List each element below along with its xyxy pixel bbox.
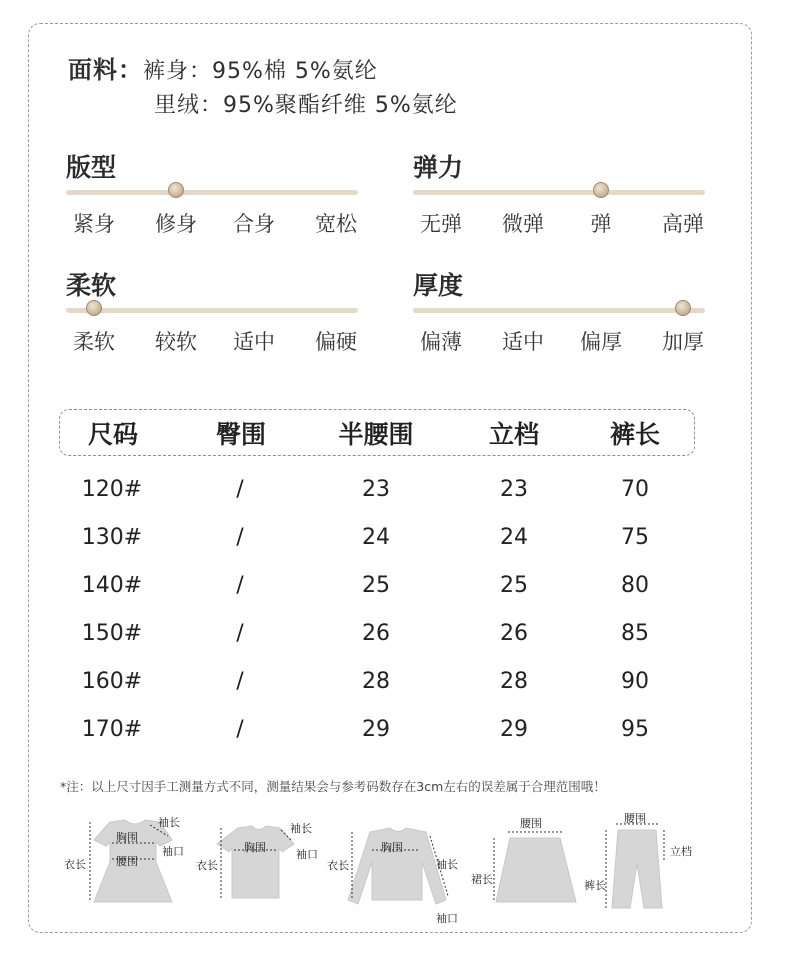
fabric-line-1 <box>68 50 378 85</box>
slider-option: 较软 <box>155 330 197 354</box>
header-size: 尺码 <box>87 420 138 449</box>
slider-knob <box>675 300 691 316</box>
slider-option: 修身 <box>155 212 197 236</box>
slider-option: 高弹 <box>662 212 704 236</box>
slider-option: 合身 <box>233 212 275 236</box>
table-cell: 150# <box>81 621 143 646</box>
tshirt-diagram-icon <box>217 826 294 898</box>
table-cell: 75 <box>621 525 649 550</box>
fabric-shell-text: 裤身：95%棉 5%氨纶 <box>143 59 378 84</box>
slider-knob <box>86 300 102 316</box>
attribute-title: 版型 <box>66 153 117 182</box>
slider-track <box>66 308 358 313</box>
slider-option: 微弹 <box>502 212 544 236</box>
header-half-waist: 半腰围 <box>338 420 414 449</box>
attribute-title: 柔软 <box>66 271 117 300</box>
slider-option: 弹 <box>590 212 612 236</box>
attribute-softness <box>66 266 366 356</box>
table-cell: 160# <box>81 669 143 694</box>
attribute-title: 厚度 <box>413 271 464 300</box>
table-cell: 23 <box>500 477 528 502</box>
sweater-length-label: 衣长 <box>327 859 349 872</box>
table-row <box>0 621 790 661</box>
table-cell: / <box>236 525 244 550</box>
table-cell: 25 <box>500 573 528 598</box>
dress-sleeve-label: 袖长 <box>158 816 180 829</box>
table-cell: 80 <box>621 573 649 598</box>
slider-knob <box>593 182 609 198</box>
tshirt-length-label: 衣长 <box>196 859 218 872</box>
slider-option: 偏厚 <box>580 330 622 354</box>
slider-option: 偏薄 <box>420 330 462 354</box>
table-row <box>0 717 790 757</box>
dress-waist-label: 腰围 <box>116 855 138 868</box>
table-row <box>0 525 790 565</box>
table-row <box>0 477 790 517</box>
attribute-fit <box>66 148 366 238</box>
fabric-line-2 <box>154 88 458 119</box>
table-cell: 90 <box>621 669 649 694</box>
tshirt-cuff-label: 袖口 <box>296 848 318 861</box>
table-cell: 24 <box>362 525 390 550</box>
fabric-label: 面料： <box>68 56 143 84</box>
attribute-elasticity <box>413 148 713 238</box>
pants-diagram-icon <box>606 824 664 908</box>
dress-cuff-label: 袖口 <box>162 845 184 858</box>
table-cell: 29 <box>362 717 390 742</box>
table-cell: 70 <box>621 477 649 502</box>
attribute-title: 弹力 <box>413 153 464 182</box>
table-cell: / <box>236 717 244 742</box>
tshirt-sleeve-label: 袖长 <box>290 822 312 835</box>
header-rise: 立档 <box>488 420 539 449</box>
table-cell: 26 <box>362 621 390 646</box>
table-cell: 23 <box>362 477 390 502</box>
table-cell: 24 <box>500 525 528 550</box>
attribute-thickness <box>413 266 713 356</box>
header-hip: 臀围 <box>215 420 266 449</box>
slider-option: 柔软 <box>73 330 115 354</box>
table-cell: 95 <box>621 717 649 742</box>
table-cell: 29 <box>500 717 528 742</box>
table-cell: 170# <box>81 717 143 742</box>
sweater-sleeve-label: 袖长 <box>436 858 458 871</box>
sweater-chest-label: 胸围 <box>381 841 403 854</box>
table-row <box>0 573 790 613</box>
tshirt-chest-label: 胸围 <box>244 841 266 854</box>
table-cell: 85 <box>621 621 649 646</box>
sweater-cuff-label: 袖口 <box>436 912 458 925</box>
dress-length-label: 衣长 <box>64 858 86 871</box>
slider-knob <box>168 182 184 198</box>
table-cell: 25 <box>362 573 390 598</box>
table-cell: 140# <box>81 573 143 598</box>
fabric-lining-text: 里绒：95%聚酯纤维 5%氨纶 <box>154 93 458 118</box>
slider-option: 适中 <box>233 330 275 354</box>
header-length: 裤长 <box>609 420 660 449</box>
table-cell: 28 <box>500 669 528 694</box>
table-row <box>0 669 790 709</box>
table-cell: / <box>236 477 244 502</box>
table-cell: 28 <box>362 669 390 694</box>
measurement-note: *注：以上尺寸因手工测量方式不同，测量结果会与参考码数存在3cm左右的误差属于合理范围哦！ <box>60 779 606 794</box>
skirt-diagram-icon <box>494 832 576 902</box>
slider-option: 紧身 <box>73 212 115 236</box>
pants-rise-label: 立档 <box>670 845 692 858</box>
skirt-waist-label: 腰围 <box>520 817 542 830</box>
table-cell: 26 <box>500 621 528 646</box>
table-cell: 130# <box>81 525 143 550</box>
slider-option: 加厚 <box>662 330 704 354</box>
slider-option: 偏硬 <box>315 330 357 354</box>
table-cell: 120# <box>81 477 143 502</box>
table-cell: / <box>236 621 244 646</box>
table-cell: / <box>236 669 244 694</box>
table-cell: / <box>236 573 244 598</box>
pants-length-label: 裤长 <box>584 879 606 892</box>
slider-option: 适中 <box>502 330 544 354</box>
slider-option: 无弹 <box>420 212 462 236</box>
slider-option: 宽松 <box>315 212 357 236</box>
skirt-length-label: 裙长 <box>471 873 493 886</box>
slider-track <box>66 190 358 195</box>
slider-track <box>413 308 705 313</box>
slider-track <box>413 190 705 195</box>
dress-chest-label: 胸围 <box>116 831 138 844</box>
pants-waist-label: 腰围 <box>624 812 646 825</box>
